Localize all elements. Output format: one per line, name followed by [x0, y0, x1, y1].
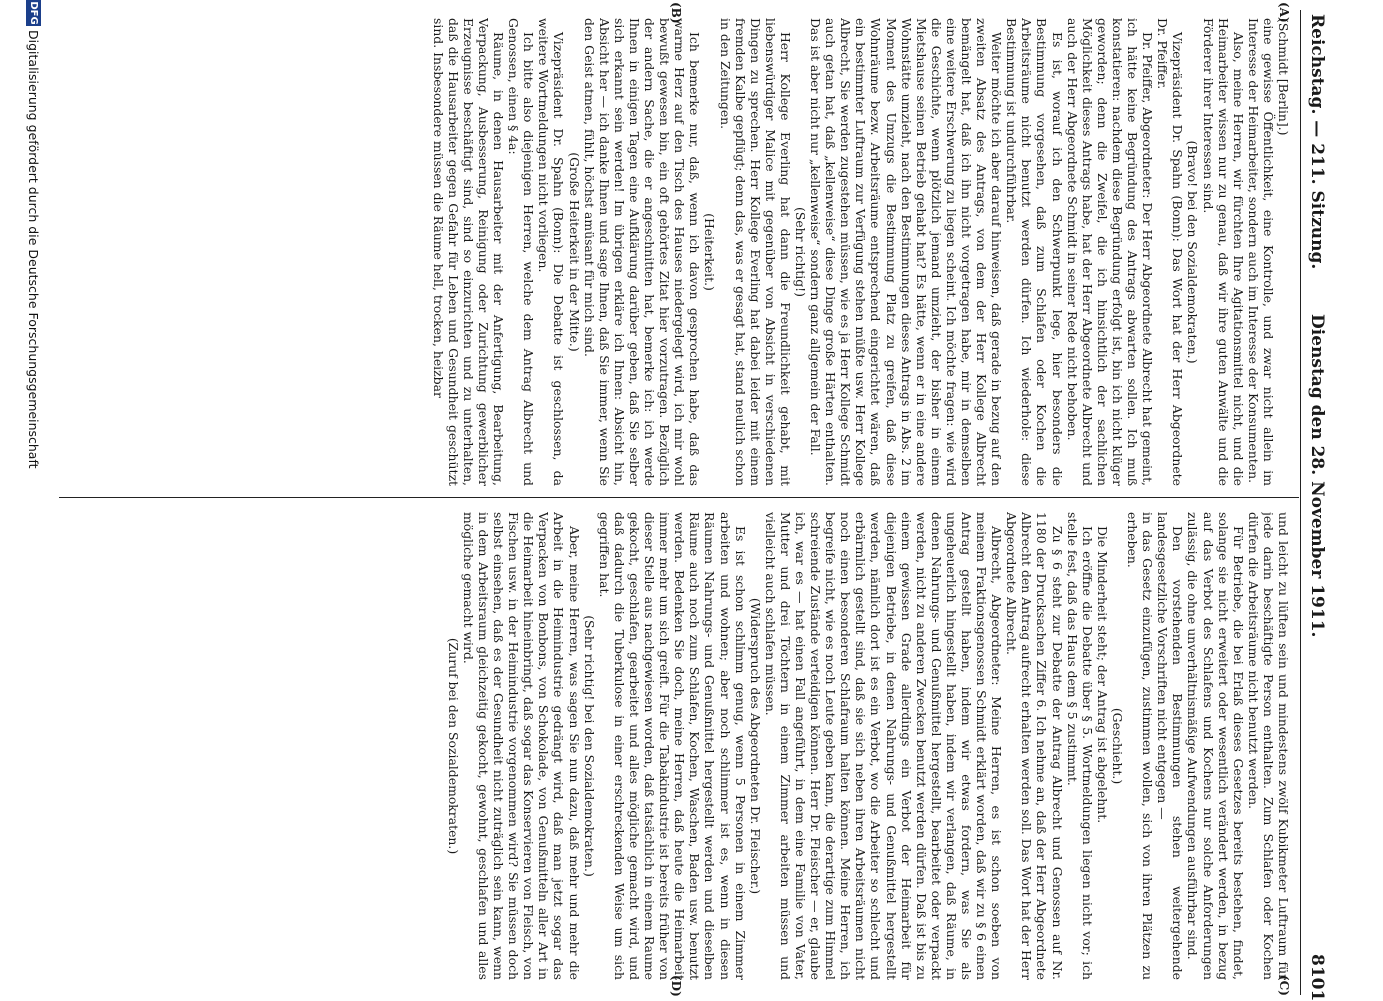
paragraph: Dr. Pfeiffer, Abgeordneter: Der Herr Abgeordnete Albrecht hat gemeint, ich hätte keine Begründung des Antrags abwarten sollen. Ich muß konstatieren: nachdem diese Begründung erfolgt ist, bin ich nicht klüger geworden; denn die Zweifel, die ich hinsichtlich der sachlichen Möglichkeit dieses Antrags habe, hat der Herr Abgeordnete Albrecht und auch der Herr Abgeordnete Schmidt in seiner Rede nicht behoben. — [1064, 18, 1156, 486]
paragraph: in das Gesetz einzufügen, zustimmen wollen, sich von ihren Plätzen zu erheben. — [1125, 512, 1156, 980]
interjection: (Geschieht.) — [1109, 707, 1125, 785]
interjection: (Zuruf bei den Sozialdemokraten.) — [445, 637, 461, 855]
quoted-motion: Räume, in denen Hausarbeiter mit der Anfertigung, Bearbeitung, Verpackung, Ausbesserung, Reinigung oder Zurichtung gewerblicher Erzeugnisse beschäftigt sind, sind so einzurichten und zu unterhalten, daß die Hausarbeiter gegen Gefahr für Leben und Gesundheit geschützt sind. Insbesondere müssen die Räume hell, trocken, heizbar — [430, 18, 507, 486]
footer-text: Digitalisierung gefördert durch die Deutsche Forschungsgemeinschaft — [26, 30, 41, 469]
interjection: (Bravo! bei den Sozialdemokraten.) — [1185, 140, 1201, 364]
interjection: (Widerspruch des Abgeordneten Dr. Fleischer.) — [747, 597, 763, 895]
right-column — [66, 512, 1291, 980]
paragraph: Albrecht, Abgeordneter: Meine Herren, es ist schon soeben von meinem Fraktionsgenossen Schmidt erklärt worden, daß wir zu § 6 einen Antrag gestellt haben, indem wir etwas fordern, was Sie als ungeheuerlich hingestellt haben, indem wir verlangen, daß Räume, in denen Nahrungs- und Genußmittel hergestellt, bearbeitet oder verpackt werden, nicht zu anderen Zwecken benutzt werden dürfen. Daß ist bis zu einem gewissen Grade allerdings ein Verbot der Heimarbeit für diejenigen Betriebe, in denen Nahrungs- und Genußmittel hergestellt werden, nämlich dort ist es ein Verbot, wo die Arbeiter so schlecht und erbärmlich gestellt sind, daß sie sich neben ihren Arbeitsräumen nicht noch einen besonderen Schlafraum halten können. Meine Herren, ich begreife nicht, wie es noch Leute geben kann, die derartige zum Himmel schreiende Zustände verteidigen können. Herr Dr. Fleischer — er, glaube ich, war es — hat einen Fall angeführt, in dem eine Familie von Vater, Mutter und drei Töchtern in einem Zimmer arbeiten müssen und vielleicht auch schlafen müssen. — [762, 512, 1005, 980]
paragraph: Es ist, worauf ich den Schwerpunkt lege, hier besonders die Bestimmung vorgesehen, daß zum Schlafen oder Kochen die Arbeitsräume nicht benutzt werden dürfen. Ich wiederhole: diese Bestimmung ist undurchführbar. — [1004, 18, 1065, 486]
speaker-tag: (Schmidt [Berlin].) — [1276, 18, 1291, 136]
interjection: (Heiterkeit.) — [702, 213, 718, 291]
margin-mark-d: (D) — [669, 975, 683, 997]
footer — [19, 0, 43, 1000]
left-column — [66, 18, 1291, 486]
margin-mark-b: (B) — [669, 2, 683, 24]
margin-mark-c: (C) — [1277, 975, 1291, 996]
interjection: (Große Heiterkeit in der Mitte.) — [566, 152, 582, 352]
paragraph: und leicht zu lüften sein und mindestens zwölf Kubikmeter Luftraum für jede darin beschäftigte Person enthalten. Zum Schlafen oder Kochen dürfen die Arbeitsräume nicht benutzt werden. — [1245, 512, 1291, 980]
column-divider — [59, 497, 1299, 498]
paragraph: Ich eröffne die Debatte über § 5. Wortmeldungen liegen nicht vor; ich stelle fest, daß das Haus dem § 5 zustimmt. — [1064, 512, 1095, 980]
header-rule — [1300, 10, 1301, 995]
interjection: (Sehr richtig! bei den Sozialdemokraten.) — [581, 615, 597, 877]
paragraph: Ich bemerke nur, daß, wenn ich davon gesprochen habe, daß das warme Herz auf den Tisch des Hauses niedergelegt wird, ich mir wohl bewußt gewesen bin, ein oft gehörtes Zitat hier vorzutragen. Bezüglich der andern Sache, die er angeschnitten hat, bemerke ich: ich werde Ihnen in einigen Tagen eine Aufklärung darüber geben, daß Sie selber sich erkannt sein werden! Im übrigen erkläre ich Ihnen: Absicht hin, Absicht her — ich danke Ihnen und sage Ihnen, daß Sie immer, wenn Sie den Geist atmen, fühlt, höchst amüsant für mich sind. — [581, 18, 703, 486]
paragraph: Weiter möchte ich aber darauf hinweisen, daß gerade in bezug auf den zweiten Absatz des Antrags, von dem der Herr Kollege Albrecht bemängelt hat, daß ich ihn nicht vorgetragen habe, mir in demselben eine weitere Erschwerung zu liegen scheint. Ich möchte fragen: wie wird die Geschichte, wenn plötzlich jemand umzieht, der bisher in einem Mietshause seinen Betrieb gehabt hat? Es hätte, wenn er in eine andere Wohnstätte umzieht, nach den Bestimmungen dieses Antrags in Abs. 2 im Moment des Umzugs die Bestimmung Platz zu greifen, daß diese Wohnräume bezw. Arbeitsräume entsprechend eingerichtet wären, daß ein bestimmter Luftraum zur Verfügung stehen müßte usw. Herr Kollege Albrecht, Sie werden zugestehen müssen, wie es ja Herr Kollege Schmidt auch getan hat, daß „kellenweise“ diese Dinge große Härten enthalten. Das ist aber nicht nur „kellenweise“ sondern ganz allgemein der Fall. — [808, 18, 1005, 486]
paragraph: Den vorstehenden Bestimmungen stehen weitergehende landesgesetzliche Vorschriften nicht entgegen — — [1155, 512, 1186, 980]
dfg-logo: DFG — [28, 1, 39, 25]
paragraph: Für Betriebe, die bei Erlaß dieses Gesetzes bereits bestehen, findet, solange sie nicht erweitert oder wesentlich verändert werden, in bezug auf das Verbot des Schlafens und Kochens nur solche Anforderungen zulässig, die ohne unverhältnismäßige Aufwendungen ausführbar sind. — [1185, 512, 1246, 980]
paragraph: Vizepräsident Dr. Spahn (Bonn): Die Debatte ist geschlossen, da weitere Wortmeldungen nicht vorliegen. — [536, 18, 567, 486]
margin-mark-a: (A) — [1277, 2, 1291, 23]
header-title: Reichstag. — 211. Sitzung. — [1307, 14, 1327, 270]
header-date: Dienstag den 28. November 1911. — [1307, 314, 1327, 638]
paragraph: Herr Kollege Everling hat dann die Freundlichkeit gehabt, mit liebenswürdiger Malice mit gegenüber von Absicht in verschiedenen Dingen zu sprechen. Herr Kollege Everling hat dabei leider mit einem fremden Kalbe gepflügt; denn das, was er gesagt hat, stand neulich schon in den Zeitungen. — [717, 18, 793, 486]
paragraph: Ich bitte also diejenigen Herren, welche dem Antrag Albrecht und Genossen, einen § 4a: — [506, 18, 537, 486]
paragraph: Also, meine Herren, wir fürchten Ihre Agitationsmittel nicht, und die Heimarbeiter wissen nur zu genau, daß wir ihre guten Anwälte und die Förderer ihrer Interessen sind. — [1200, 18, 1246, 486]
paragraph: Die Minderheit steht; der Antrag ist abgelehnt. — [1094, 526, 1110, 824]
paragraph: Es ist schon schlimm genug, wenn 5 Personen in einem Zimmer arbeiten und wohnen; aber noch schlimmer ist es, wenn in diesen Räumen Nahrungs- und Genußmittel hergestellt werden und dieselben Räume auch noch zum Schlafen, Kochen, Waschen, Baden usw. benutzt werden. Bedenken Sie doch, meine Herren, daß heute die Heimarbeit immer mehr um sich greift. Für die Tabakindustrie ist bereits früher von dieser Stelle aus nachgewiesen worden, daß tatsächlich in einem Raume gekocht, geschlafen, gearbeitet und alles mögliche gemacht wird, und daß dadurch die Tuberkulose in einer erschreckenden Weise um sich gegriffen hat. — [596, 512, 748, 980]
page-number: 8101 — [1307, 954, 1327, 1001]
page-header — [1301, 14, 1327, 1001]
paragraph: Aber, meine Herren, was sagen Sie nun dazu, daß mehr und mehr die Arbeit in die Heimindustrie gedrängt wird, daß man jetzt sogar das Verpacken von Bonbons, von Schokolade, von Genußmitteln aller Art in die Heimarbeit hineinbringt, daß sogar das Konservieren von Fleisch, von Fischen usw. in der Heimindustrie vorgenommen wird? Sie müssen doch selbst einsehen, daß es der Gesundheit nicht zuträglich sein kann, wenn in dem Arbeitsraum gleichzeitig gekocht, gewohnt, geschlafen und alles mögliche gemacht wird. — [460, 512, 582, 980]
paragraph: Zu § 6 steht zur Debatte der Antrag Albrecht und Genossen auf Nr. 1180 der Drucksachen Ziffer 6. Ich nehme an, daß der Herr Abgeordnete Albrecht den Antrag aufrecht erhalten werden soll. Das Wort hat der Herr Abgeordnete Albrecht. — [1004, 512, 1065, 980]
interjection: (Sehr richtig!) — [793, 207, 808, 297]
paragraph: eine gewisse Öffentlichkeit, eine Kontrolle, und zwar nicht allein im Interesse der Heimarbeiter, sondern auch im Interesse der Konsumenten. — [1245, 18, 1276, 486]
paragraph: Vizepräsident Dr. Spahn (Bonn): Das Wort hat der Herr Abgeordnete Dr. Pfeiffer. — [1155, 18, 1186, 486]
